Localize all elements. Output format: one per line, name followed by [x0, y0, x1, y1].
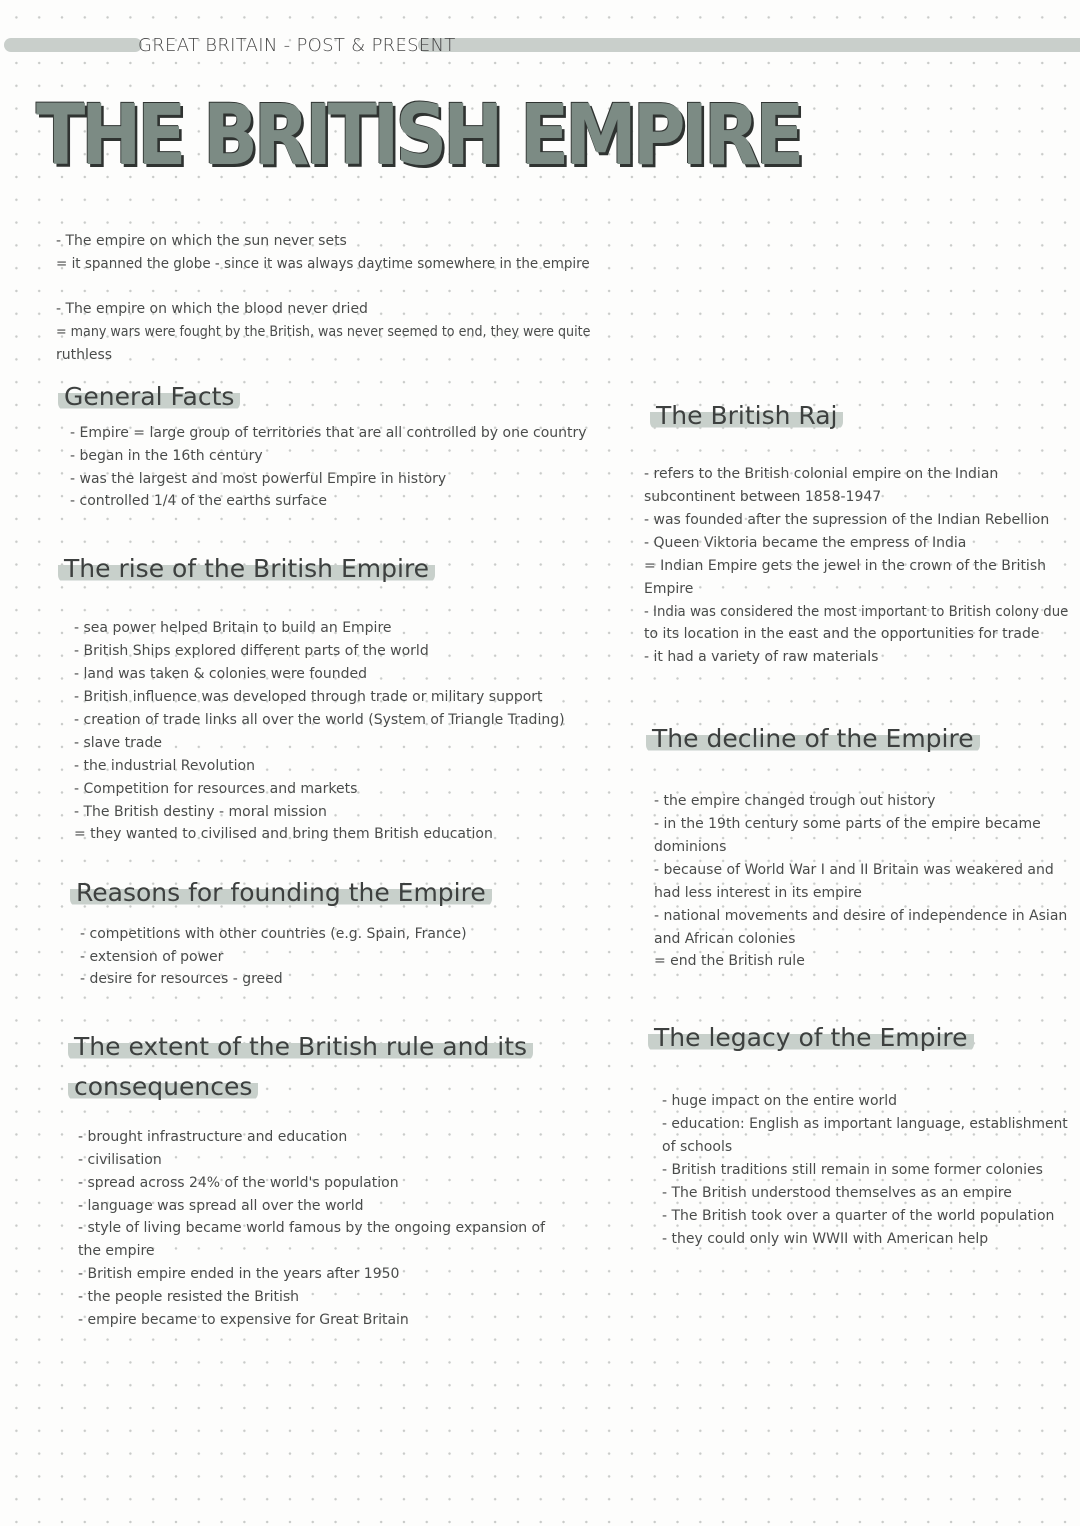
- extent-item: - civilisation: [78, 1152, 162, 1168]
- reasons-heading: Reasons for founding the Empire: [70, 876, 492, 910]
- raj-item: - was founded after the supression of the Indian Rebellion: [644, 512, 1050, 528]
- rise-item: - British influence was developed through trade or military support: [74, 689, 543, 705]
- decline-item: dominions: [654, 839, 727, 855]
- general-facts-item: - controlled 1/4 of the earths surface: [70, 493, 328, 509]
- rise-item: - The British destiny - moral mission: [74, 804, 327, 820]
- decline-item: and African colonies: [654, 931, 796, 947]
- raj-item: = Indian Empire gets the jewel in the crown of the British: [644, 558, 1046, 574]
- extent-item: - brought infrastructure and education: [78, 1129, 348, 1145]
- legacy-item: - The British understood themselves as an empire: [662, 1185, 1012, 1201]
- extent-heading: The extent of the British rule and its consequences: [68, 1030, 533, 1104]
- raj-item: - it had a variety of raw materials: [644, 649, 879, 665]
- decline-item: - the empire changed trough out history: [654, 793, 936, 809]
- rise-item: - slave trade: [74, 735, 162, 751]
- extent-item: - British empire ended in the years after 1950: [78, 1266, 400, 1282]
- intro-line: = it spanned the globe - since it was always daytime somewhere in the empire: [56, 256, 590, 272]
- rise-heading: The rise of the British Empire: [58, 552, 435, 586]
- reasons-item: - desire for resources - greed: [80, 971, 283, 987]
- intro-line: ruthless: [56, 347, 113, 363]
- extent-item: - style of living became world famous by the ongoing expansion of: [78, 1220, 546, 1236]
- rise-item: - Competition for resources and markets: [74, 781, 358, 797]
- rise-item: - the industrial Revolution: [74, 758, 255, 774]
- legacy-heading: The legacy of the Empire: [648, 1021, 974, 1055]
- general-facts-item: - Empire = large group of territories that are all controlled by one country: [70, 425, 587, 441]
- extent-item: the empire: [78, 1243, 155, 1259]
- rise-item: - creation of trade links all over the world (System of Triangle Trading): [74, 712, 565, 728]
- header-bar-left-stripe: [4, 38, 142, 52]
- raj-item: Empire: [644, 581, 694, 597]
- extent-item: - language was spread all over the world: [78, 1198, 364, 1214]
- legacy-item: - The British took over a quarter of the world population: [662, 1208, 1055, 1224]
- raj-item: - Queen Viktoria became the empress of India: [644, 535, 967, 551]
- raj-item: subcontinent between 1858-1947: [644, 489, 882, 505]
- reasons-item: - competitions with other countries (e.g. Spain, France): [80, 926, 467, 942]
- extent-item: - spread across 24% of the world's population: [78, 1175, 399, 1191]
- raj-item: - refers to the British colonial empire on the Indian: [644, 466, 999, 482]
- decline-item: - because of World War I and II Britain was weakered and: [654, 862, 1054, 878]
- raj-item: - India was considered the most important to British colony due: [644, 604, 1069, 620]
- page-title: THE BRITISH EMPIRE: [36, 86, 801, 184]
- extent-item: - empire became to expensive for Great Britain: [78, 1312, 409, 1328]
- rise-item: - British Ships explored different parts of the world: [74, 643, 429, 659]
- decline-heading: The decline of the Empire: [646, 722, 980, 756]
- extent-item: - the people resisted the British: [78, 1289, 300, 1305]
- legacy-item: - education: English as important language, establishment: [662, 1116, 1068, 1132]
- general-facts-item: - was the largest and most powerful Empire in history: [70, 471, 447, 487]
- decline-item: - national movements and desire of independence in Asian: [654, 908, 1068, 924]
- decline-item: - in the 19th century some parts of the empire became: [654, 816, 1041, 832]
- legacy-item: - huge impact on the entire world: [662, 1093, 898, 1109]
- header-bar-right-stripe: [418, 38, 1080, 52]
- rise-item: - land was taken & colonies were founded: [74, 666, 367, 682]
- decline-item: had less interest in its empire: [654, 885, 862, 901]
- rise-item: = they wanted to civilised and bring them British education: [74, 826, 493, 842]
- header-bar: [0, 35, 1080, 57]
- raj-heading: The British Raj: [650, 399, 843, 433]
- raj-item: to its location in the east and the opportunities for trade: [644, 626, 1040, 642]
- legacy-item: - British traditions still remain in some former colonies: [662, 1162, 1043, 1178]
- legacy-item: of schools: [662, 1139, 733, 1155]
- decline-item: = end the British rule: [654, 953, 805, 969]
- reasons-item: - extension of power: [80, 949, 224, 965]
- legacy-item: - they could only win WWII with American help: [662, 1231, 989, 1247]
- general-facts-heading: General Facts: [58, 380, 240, 414]
- intro-line: = many wars were fought by the British, was never seemed to end, they were quite: [56, 324, 591, 340]
- rise-item: - sea power helped Britain to build an Empire: [74, 620, 392, 636]
- intro-line: - The empire on which the blood never dried: [56, 301, 368, 317]
- subject-label: GREAT BRITAIN - POST & PRESENT: [138, 35, 456, 56]
- general-facts-item: - began in the 16th century: [70, 448, 263, 464]
- intro-line: - The empire on which the sun never sets: [56, 233, 347, 249]
